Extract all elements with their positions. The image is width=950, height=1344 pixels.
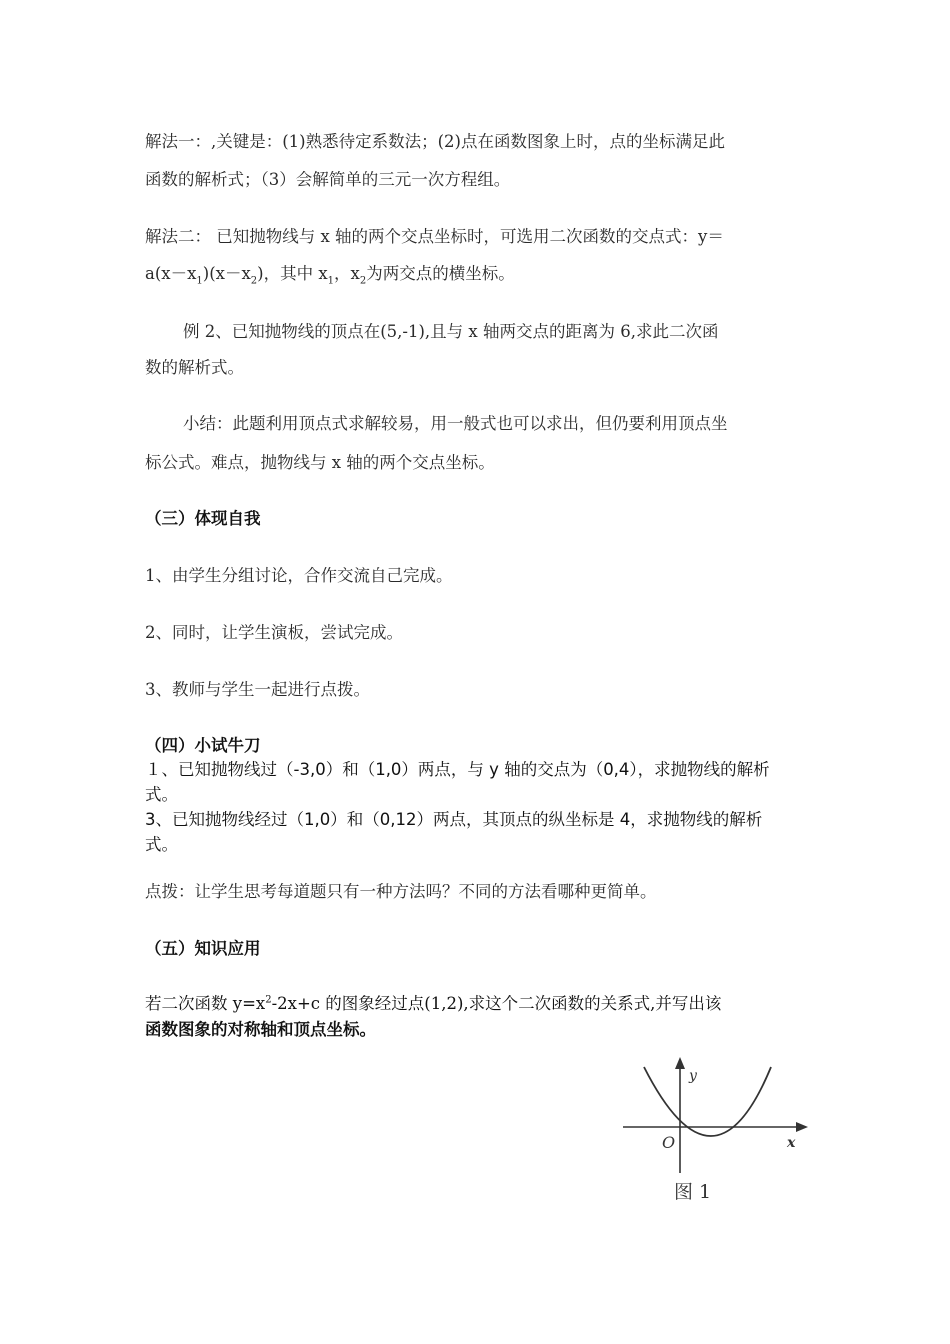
section3-item-3: 3、教师与学生一起进行点拨。	[145, 680, 370, 699]
origin-label: O	[662, 1133, 676, 1152]
y-axis-arrow-icon	[675, 1057, 685, 1069]
section3-item-1: 1、由学生分组讨论，合作交流自己完成。	[145, 566, 453, 585]
section4-q3-line2: 式。	[145, 835, 178, 854]
section4-heading: （四）小试牛刀	[145, 736, 261, 755]
parabola-figure	[618, 1055, 813, 1210]
section5-line2: 函数图象的对称轴和顶点坐标。	[145, 1020, 376, 1039]
section4-hint: 点拨：让学生思考每道题只有一种方法吗？不同的方法看哪种更简单。	[145, 882, 657, 901]
section4-q1-line2: 式。	[145, 785, 178, 804]
section5-heading: （五）知识应用	[145, 939, 261, 958]
y-axis-label: y	[689, 1068, 697, 1084]
example2-line1: 例 2、已知抛物线的顶点在(5,-1),且与 x 轴两交点的距离为 6,求此二次函	[183, 322, 719, 341]
section3-item-2: 2、同时，让学生演板，尝试完成。	[145, 623, 403, 642]
parabola-curve	[644, 1067, 771, 1136]
section3-heading: （三）体现自我	[145, 509, 261, 528]
method1-line2: 函数的解析式；（3）会解简单的三元一次方程组。	[145, 170, 511, 189]
section4-q1-line1: １、已知抛物线过（-3,0）和（1,0）两点，与 y 轴的交点为（0,4），求抛物线的解析	[145, 760, 770, 779]
figure-caption: 图 1	[674, 1181, 712, 1203]
section5-line1: 若二次函数 $y=x^2-2x+c$ 的图象经过点(1,2),求这个二次函数的关系式,并写出该	[145, 994, 722, 1013]
method1-line1: 解法一：,关键是：(1)熟悉待定系数法；(2)点在函数图象上时，点的坐标满足此	[145, 132, 725, 151]
x-axis-label: x	[787, 1135, 796, 1151]
method2-line1: 解法二： 已知抛物线与 x 轴的两个交点坐标时，可选用二次函数的交点式：y＝	[145, 227, 724, 246]
section4-q3-line1: 3、已知抛物线经过（1,0）和（0,12）两点，其顶点的纵坐标是 4，求抛物线的解析	[145, 810, 763, 829]
method2-line2: $a(x-x_1)(x-x_2)$，其中 $x_1$，$x_2$为两交点的横坐标。	[145, 264, 515, 287]
x-axis-arrow-icon	[796, 1122, 808, 1132]
summary-line2: 标公式。难点，抛物线与 x 轴的两个交点坐标。	[145, 453, 495, 472]
example2-line2: 数的解析式。	[145, 358, 244, 377]
summary-line1: 小结：此题利用顶点式求解较易，用一般式也可以求出，但仍要利用顶点坐	[183, 414, 728, 433]
